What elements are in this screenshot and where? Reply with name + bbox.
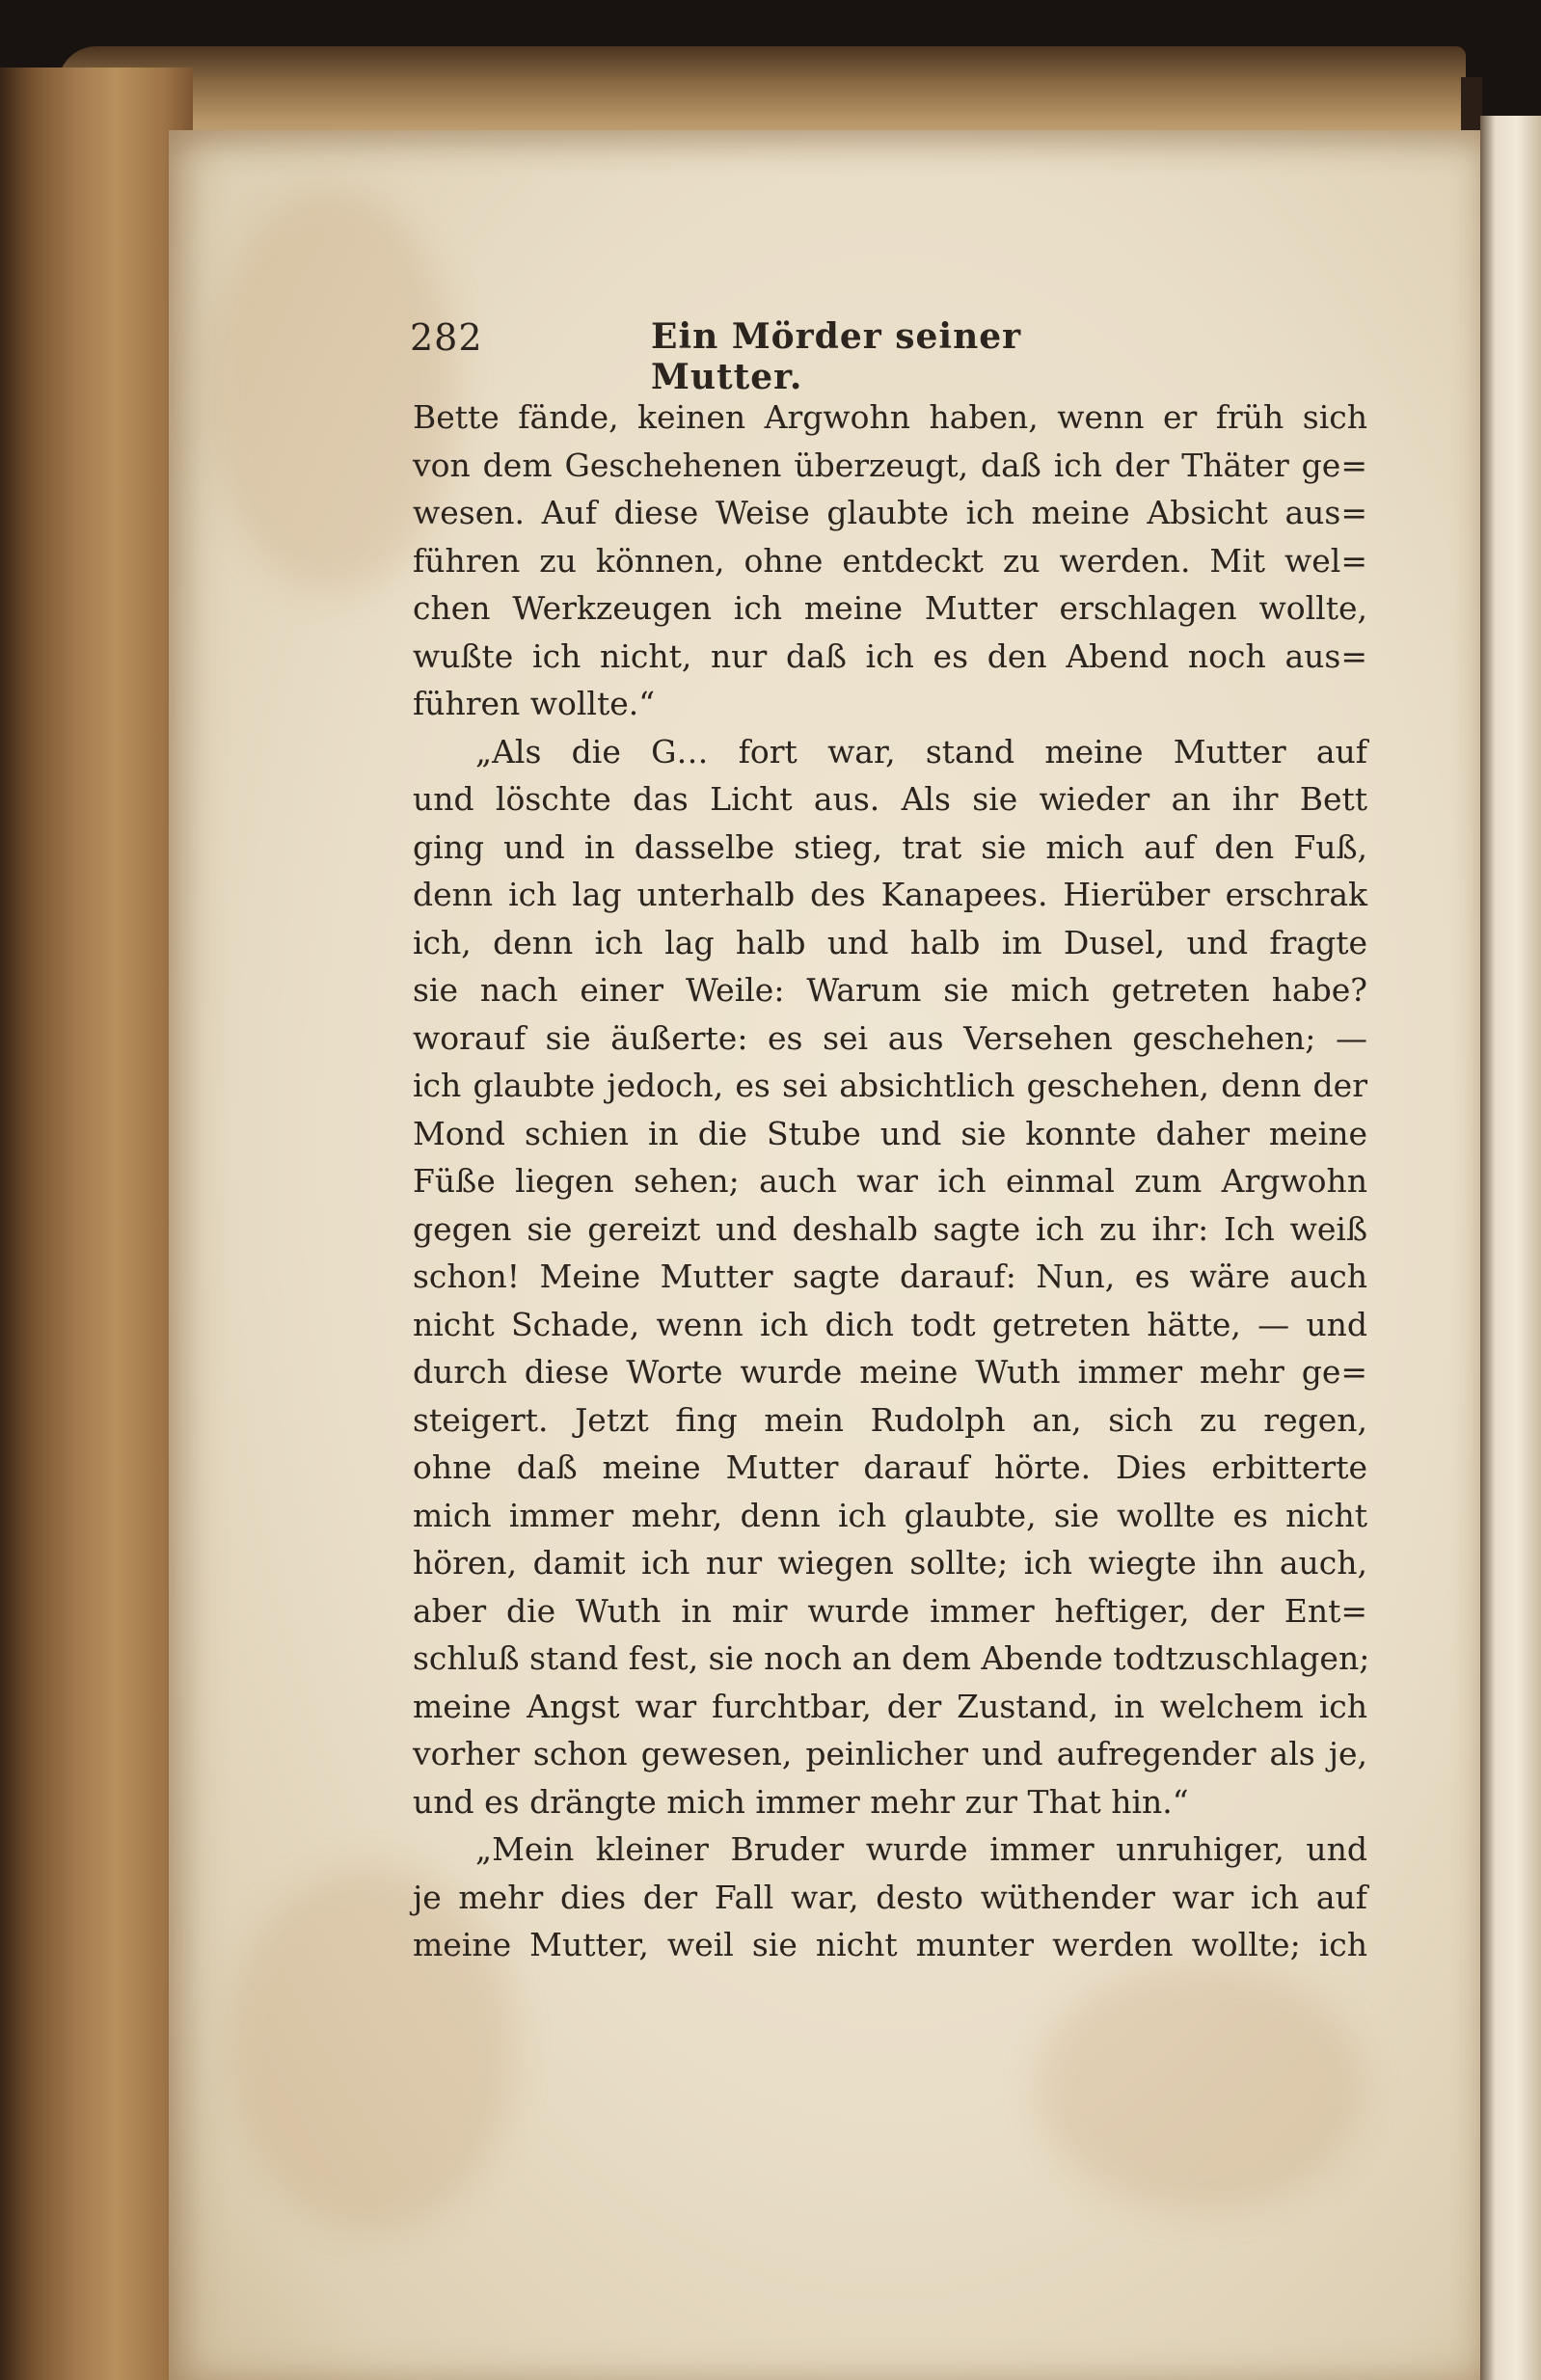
text-line: Füße liegen sehen; auch war ich einmal zum Argwohn [413,1162,1367,1200]
running-title: Ein Mörder seiner Mutter. [651,316,1022,397]
text-line: gegen sie gereizt und deshalb sagte ich zu ihr: Ich weiß [413,1209,1367,1248]
text-line: ging und in dasselbe stieg, trat sie mich auf den Fuß, [413,827,1367,866]
text-line: Mond schien in die Stube und sie konnte daher meine [413,1114,1367,1152]
text-line: wesen. Auf diese Weise glaubte ich meine Absicht aus= [413,494,1367,531]
text-line: Bette fände, keinen Argwohn haben, wenn er früh sich [413,398,1367,436]
page-number: 282 [410,316,483,359]
text-line: führen wollte.“ [413,685,656,722]
text-line: ich, denn ich lag halb und halb im Dusel, und fragte [413,923,1367,961]
text-line: ohne daß meine Mutter darauf hörte. Dies erbitterte [413,1448,1367,1486]
text-line: von dem Geschehenen überzeugt, daß ich der Thäter ge= [413,446,1367,484]
text-line: meine Angst war furchtbar, der Zustand, in welchem ich [413,1687,1367,1725]
text-line: und löschte das Licht aus. Als sie wieder an ihr Bett [413,780,1367,818]
text-line: führen zu können, ohne entdeckt zu werden. Mit wel= [413,541,1367,580]
text-line: durch diese Worte wurde meine Wuth immer mehr ge= [413,1353,1367,1391]
text-line: steigert. Jetzt fing mein Rudolph an, sich zu regen, [413,1400,1367,1439]
text-line: chen Werkzeugen ich meine Mutter erschlagen wollte, [413,589,1367,627]
facing-page-edge [1480,116,1541,2380]
text-line: nicht Schade, wenn ich dich todt getreten hätte, — und [413,1305,1367,1343]
text-line: ich glaubte jedoch, es sei absichtlich geschehen, denn der [413,1067,1367,1104]
text-line: meine Mutter, weil sie nicht munter werden wollte; ich [413,1926,1367,1963]
text-line: wußte ich nicht, nur daß ich es den Abend noch aus= [413,636,1367,675]
text-line: je mehr dies der Fall war, desto wüthender war ich auf [413,1878,1367,1916]
text-line: sie nach einer Weile: Warum sie mich getreten habe? [413,971,1367,1009]
body-text [413,393,1370,1969]
text-line: aber die Wuth in mir wurde immer heftiger, der Ent= [413,1591,1367,1630]
text-line: „Als die G… fort war, stand meine Mutter auf [475,732,1367,771]
running-header [410,316,1123,397]
page-block-fore-edge [0,68,193,2380]
text-line: mich immer mehr, denn ich glaubte, sie wollte es nicht [413,1496,1367,1534]
text-line: schon! Meine Mutter sagte darauf: Nun, es wäre auch [413,1258,1367,1295]
text-line: „Mein kleiner Bruder wurde immer unruhiger, und [475,1830,1367,1868]
text-line: schluß stand fest, sie noch an dem Abende todtzuschlagen; [413,1639,1370,1677]
text-line: worauf sie äußerte: es sei aus Versehen geschehen; — [413,1018,1367,1057]
text-line: denn ich lag unterhalb des Kanapees. Hierüber erschrak [413,876,1367,913]
text-line: hören, damit ich nur wiegen sollte; ich wiegte ihn auch, [413,1544,1367,1582]
foxing-stain [1037,1962,1365,2213]
text-line: und es drängte mich immer mehr zur That hin.“ [413,1782,1189,1821]
text-line: vorher schon gewesen, peinlicher und aufregender als je, [413,1735,1367,1772]
